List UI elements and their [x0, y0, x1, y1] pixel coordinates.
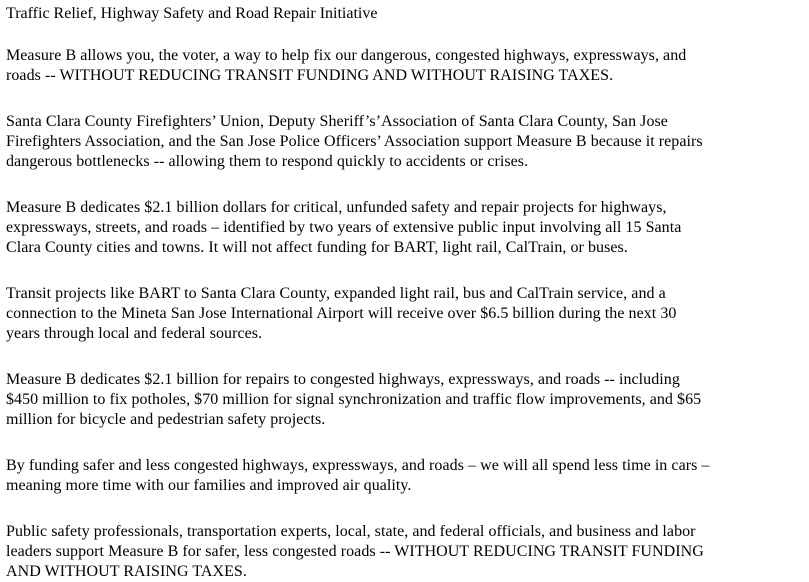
text-line: Transit projects like BART to Santa Clara County, expanded light rail, bus and CalTrain service, and a	[6, 285, 666, 302]
document-page	[6, 0, 806, 582]
text-line: connection to the Mineta San Jose International Airport will receive over $6.5 billion during the next 30	[6, 305, 677, 322]
paragraph-support	[6, 522, 806, 582]
paragraph-transit-projects	[6, 284, 806, 344]
text-line: By funding safer and less congested highways, expressways, and roads – we will all spend less time in cars –	[6, 457, 710, 474]
text-line: Measure B dedicates $2.1 billion for repairs to congested highways, expressways, and roads -- including	[6, 371, 680, 388]
text-line: $450 million to fix potholes, $70 million for signal synchronization and traffic flow improvements, and $65	[6, 391, 702, 408]
paragraph-endorsements	[6, 112, 806, 172]
text-line: Firefighters Association, and the San Jose Police Officers’ Association support Measure B because it repairs	[6, 133, 703, 150]
text-line: years through local and federal sources.	[6, 325, 263, 342]
text-line: Measure B dedicates $2.1 billion dollars for critical, unfunded safety and repair projects for highways,	[6, 199, 667, 216]
document-title: Traffic Relief, Highway Safety and Road Repair Initiative	[6, 5, 378, 22]
text-line: meaning more time with our families and improved air quality.	[6, 477, 412, 494]
text-line: dangerous bottlenecks -- allowing them to respond quickly to accidents or crises.	[6, 153, 529, 170]
text-line: leaders support Measure B for safer, less congested roads -- WITHOUT REDUCING TRANSIT FUNDING	[6, 543, 704, 560]
text-line: Measure B allows you, the voter, a way to help fix our dangerous, congested highways, expressways, and	[6, 47, 687, 64]
text-line: Clara County cities and towns. It will not affect funding for BART, light rail, CalTrain, or buses.	[6, 239, 628, 256]
text-line: million for bicycle and pedestrian safety projects.	[6, 411, 326, 428]
text-line: expressways, streets, and roads – identified by two years of extensive public input involving all 15 Santa	[6, 219, 682, 236]
paragraph-funding-dedication	[6, 198, 806, 258]
text-line: Santa Clara County Firefighters’ Union, Deputy Sheriff’s’Association of Santa Clara County, San Jose	[6, 113, 668, 130]
paragraph-measure-b-intro	[6, 46, 806, 86]
paragraph-repairs-breakdown	[6, 370, 806, 430]
paragraph-benefits	[6, 456, 806, 496]
text-line: AND WITHOUT RAISING TAXES.	[6, 563, 247, 580]
text-line: roads -- WITHOUT REDUCING TRANSIT FUNDING AND WITHOUT RAISING TAXES.	[6, 67, 614, 84]
text-line: Public safety professionals, transportation experts, local, state, and federal officials, and business and labor	[6, 523, 696, 540]
